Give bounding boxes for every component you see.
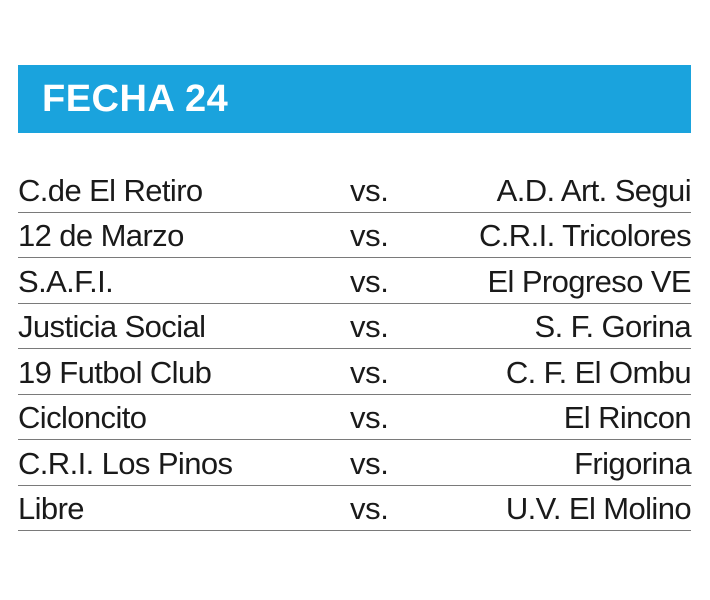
page-title: FECHA 24 [42,78,229,120]
away-team: C.R.I. Tricolores [478,218,691,253]
fixture-row [18,349,691,395]
away-team: A.D. Art. Segui [496,172,691,208]
fixture-row [18,486,691,532]
home-team: S.A.F.I. [18,263,114,299]
home-team: 19 Futbol Club [18,354,212,390]
versus-label: vs. [350,354,389,390]
versus-label: vs. [350,218,389,253]
fixture-row [18,258,691,304]
away-team: El Progreso VE [487,263,691,299]
versus-label: vs. [350,172,389,208]
away-team: U.V. El Molino [505,491,691,526]
fixture-row [18,440,691,486]
home-team: Justicia Social [18,309,206,344]
away-team: Frigorina [574,445,691,481]
home-team: Cicloncito [18,400,147,435]
versus-label: vs. [350,491,389,526]
away-team: C. F. El Ombu [505,354,691,390]
away-team: El Rincon [563,400,691,435]
home-team: C.de El Retiro [18,172,203,208]
versus-label: vs. [350,263,389,299]
away-team: S. F. Gorina [534,309,691,344]
versus-label: vs. [350,445,389,481]
home-team: Libre [18,491,84,526]
fixture-row [18,167,691,213]
fixture-row [18,213,691,259]
home-team: C.R.I. Los Pinos [18,445,233,481]
versus-label: vs. [350,400,389,435]
header-banner [18,65,691,133]
fixture-row [18,395,691,441]
home-team: 12 de Marzo [18,218,184,253]
fixture-list [18,167,691,531]
versus-label: vs. [350,309,389,344]
fixture-row [18,304,691,350]
